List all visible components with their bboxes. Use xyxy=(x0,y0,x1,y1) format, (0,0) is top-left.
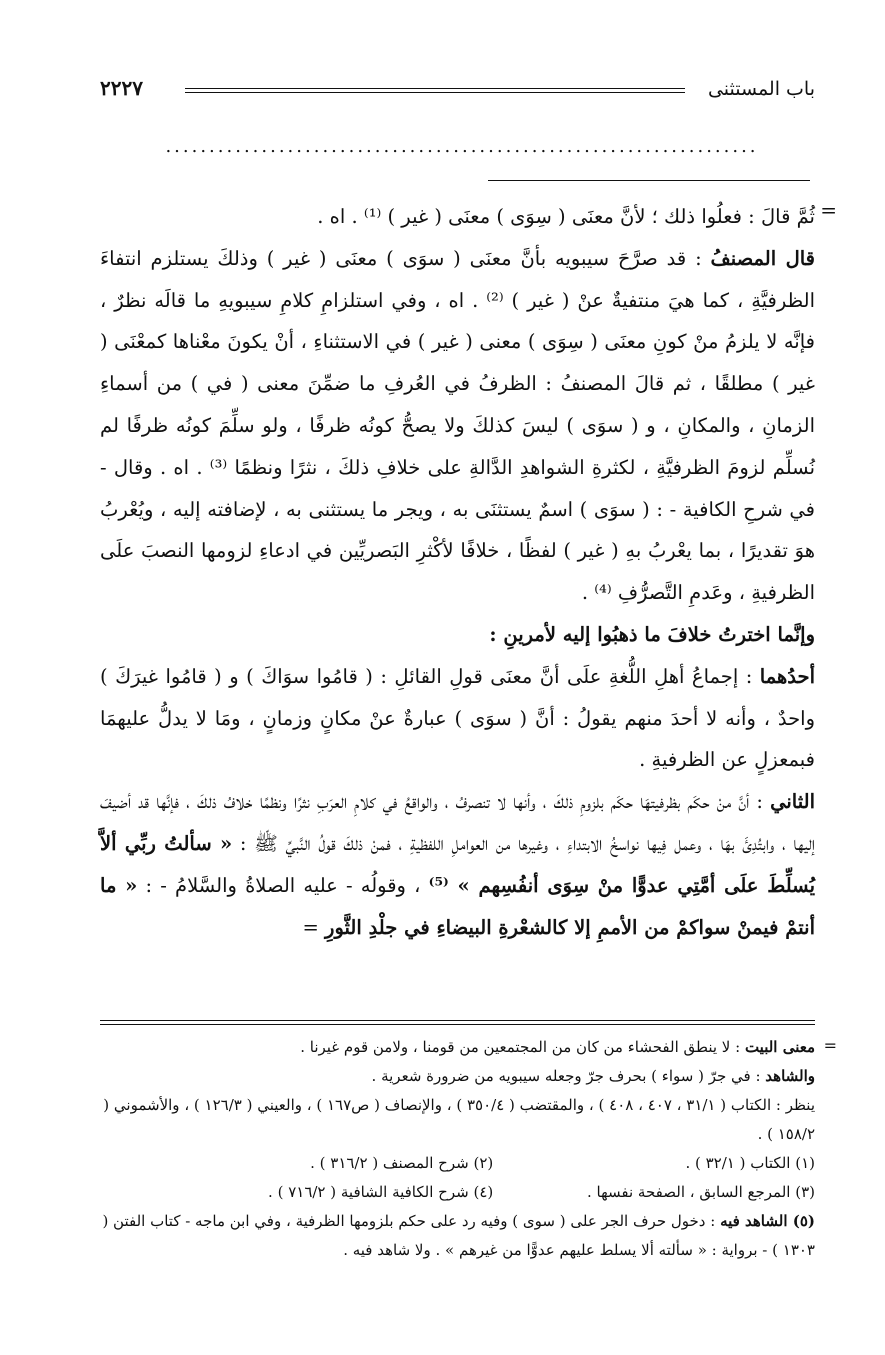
paragraph-1 xyxy=(100,196,815,238)
footnote-5-label: (٥) الشاهد فيه xyxy=(720,1212,815,1230)
note-evidence-label: والشاهد xyxy=(765,1067,815,1085)
note-references: ينظر : الكتاب ( ٣١/١ ، ٤٠٧ ، ٤٠٨ ) ، والمقتضب ( ٣٥٠/٤ ) ، والإنصاف ( ص١٦٧ ) ، والعيني ( ١٢٦/٣ ) ، والأشموني ( ١٥٨/٢ ) . xyxy=(103,1096,815,1143)
footnote-row-2 xyxy=(100,1178,815,1207)
note-evidence xyxy=(100,1062,815,1091)
page-header xyxy=(100,76,815,110)
p5-text: : أنَّ منْ حكَم بظرفيتهَا حكَم بلزومِ ذلكَ ، وأنها لا تنصرفُ ، والواقعُ في كلامِ العرَبِ نثرًا ونظمًا خلافُ ذلكَ ، فإنَّها قد أضيفَ إليها ، وابتُدِئَ بهَا ، وعمل فِيها نواسخُ الابتداءِ ، وغيرها من العواملِ اللفظيةِ ، فمنْ ذلكَ قولُ النَّبيِّ ﷺ : xyxy=(100,790,816,855)
hadith-quote-1: « سألتُ ربِّي ألاَّ يُسلِّطَ علَى أمَّتِي عدوًّا منْ سِوَى أنفُسِهم » ⁽⁵⁾ xyxy=(100,831,815,897)
p4-text: : إجماعُ أهلِ اللُّغةِ علَى أنَّ معنَى قولِ القائلِ : ( قامُوا سوَاكَ ) و ( قامُوا غيرَكَ ) واحدٌ ، وأنه لا أحدَ منهم يقولُ : أنَّ ( سوَى ) عبارةٌ عنْ مكانٍ وزمانٍ ، ومَا لا يدلُّ عليهمَا فبمعزلٍ عن الظرفيةِ . xyxy=(100,664,815,772)
footnote-2: (٢) شرح المصنف ( ٣١٦/٢ ) . xyxy=(310,1154,494,1172)
note-meaning-text: : لا ينطق الفحشاء من كان من المجتمعين من قومنا ، ولامن قوم غيرنا . xyxy=(300,1038,745,1056)
main-text xyxy=(100,196,815,948)
continuation-mark-bottom: = xyxy=(302,915,319,939)
chapter-title: باب المستثنى xyxy=(707,78,815,100)
footnote-5 xyxy=(100,1207,815,1265)
note-meaning xyxy=(100,1033,815,1062)
note-meaning-label: معنى البيت xyxy=(744,1038,815,1056)
paragraph-3: وإنَّما اخترتُ خلافَ ما ذهبُوا إليه لأمرينِ : xyxy=(489,622,815,646)
p1-text: ثُمَّ قالَ : فعلُوا ذلك ؛ لأنَّ معنَى ( سِوَى ) معنَى ( غير ) ⁽¹⁾ . اه . xyxy=(317,205,815,228)
top-footnote-rule xyxy=(488,180,810,181)
p5-label: الثاني xyxy=(770,790,815,814)
header-rule xyxy=(185,88,685,93)
p2-label: قال المصنفُ xyxy=(710,246,816,270)
footnote-4: (٤) شرح الكافية الشافية ( ٧١٦/٢ ) . xyxy=(268,1183,494,1201)
p5-mid: ، وقولُه - عليه الصلاةُ والسَّلامُ - : xyxy=(137,873,429,897)
dotted-separator: .................................................................... xyxy=(165,136,759,157)
footnotes xyxy=(100,1033,815,1265)
footnote-5-text: : دخول حرف الجر على ( سوى ) وفيه رد على حكم بلزومها الظرفية ، وفي ابن ماجه - كتاب الفتن ( ١٣٠٣ ) - برواية : « سألته ألا يسلط عليهم عدوًّا من غيرهم » . ولا شاهد فيه . xyxy=(102,1212,815,1259)
p2-text: : قد صرَّحَ سيبويه بأنَّ معنَى ( سوَى ) معنَى ( غير ) وذلكَ يستلزم انتفاءَ الظرفيَّةِ ، كما هيَ منتفيةٌ عنْ ( غير ) ⁽²⁾ . اه ، وفي استلزامِ كلامِ سيبويهِ ما قالَه نظرٌ ، فإنَّه لا يلزمُ منْ كونِ معنَى ( سِوَى ) معنى ( غير ) في الاستثناءِ ، أنْ يكونَ معْناها كمعْنَى ( غير ) مطلقًا ، ثم قالَ المصنفُ : الظرفُ في العُرفِ ما ضمِّنَ معنى ( في ) من أسماءِ الزمانِ ، والمكانِ ، و ( سوَى ) ليسَ كذلكَ ولا يصحُّ كونُه ظرفًا ، ولو سلِّمَ كونُه ظرفًا لم نُسلِّم لزومَ الظرفيَّةِ ، لكثرةِ الشواهدِ الدَّالةِ على خلافِ ذلكَ ، نثرًا ونظمًا ⁽³⁾ . اه . وقال - في شرحِ الكافية - : ( سوَى ) اسمٌ يستثنَى به ، ويجر ما يستثنى به ، لإضافته إليه ، ويُعْربُ هوَ تقديرًا ، بما يعْربُ بهِ ( غير ) لفظًا ، خلافًا لأكْثرِ البَصريِّين في ادعاءِ لزومها النصبَ علَى الظرفيةِ ، وعَدمِ التَّصرُّفِ ⁽⁴⁾ . xyxy=(100,246,816,605)
footnote-3: (٣) المرجع السابق ، الصفحة نفسها . xyxy=(587,1183,815,1201)
paragraph-4 xyxy=(100,656,815,781)
footnote-1: (١) الكتاب ( ٣٢/١ ) . xyxy=(685,1154,815,1172)
footnote-row-1 xyxy=(100,1149,815,1178)
footnote-separator xyxy=(100,1020,815,1025)
hadith-quote-2: « ما أنتمْ فيمنْ سواكمْ من الأممِ إلا كالشعْرةِ البيضاءِ في جلْدِ الثَّورِ xyxy=(100,873,815,939)
paragraph-5 xyxy=(100,781,815,948)
continuation-mark-notes: = xyxy=(823,1036,837,1055)
continuation-mark-top: = xyxy=(820,198,837,222)
note-evidence-text: : في جرّ ( سواء ) بحرف جرّ وجعله سيبويه من ضرورة شعرية . xyxy=(371,1067,766,1085)
p4-label: أحدُهما xyxy=(759,664,815,688)
paragraph-2 xyxy=(100,238,815,614)
page-number: ٢٢٢٧ xyxy=(100,76,143,100)
